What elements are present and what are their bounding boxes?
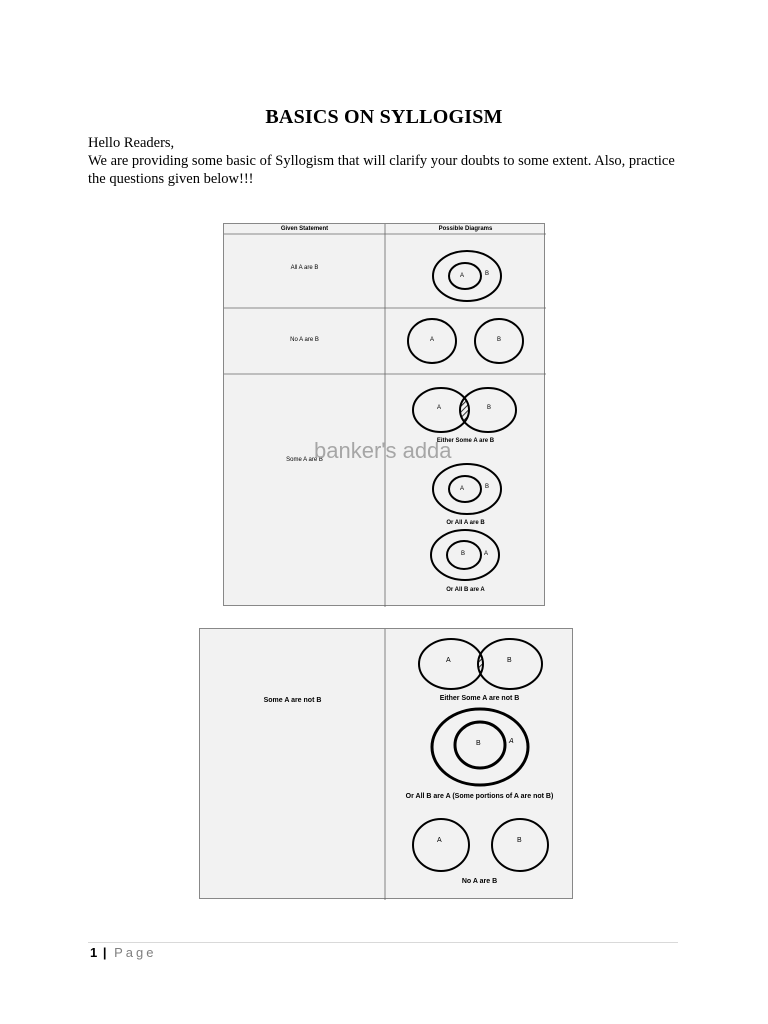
- caption-or-all-b-are-a: Or All B are A: [446, 587, 485, 593]
- circle-b: [433, 251, 501, 301]
- caption-or-all-b-are-a: Or All B are A (Some portions of A are not B): [405, 793, 554, 800]
- caption-either-some-not: Either Some A are not B: [439, 695, 520, 702]
- header-given-statement: Given Statement: [280, 226, 329, 232]
- circle-b: [478, 639, 542, 689]
- label-b: B: [485, 484, 490, 490]
- statement-no-a-are-b: No A are B: [290, 337, 319, 343]
- header-possible-diagrams: Possible Diagrams: [438, 226, 493, 232]
- circle-b: [433, 464, 501, 514]
- statement-all-a-are-b: All A are B: [290, 265, 319, 271]
- statement-some-a-are-not-b: Some A are not B: [263, 697, 322, 704]
- label-a: A: [460, 486, 465, 492]
- circle-a: [449, 263, 481, 289]
- table1-diagrams: [224, 224, 546, 607]
- footer-divider: [88, 942, 678, 943]
- circle-a: [419, 639, 483, 689]
- label-a: A: [437, 405, 442, 411]
- syllogism-table-2: [199, 628, 573, 899]
- watermark: banker's adda: [314, 438, 452, 463]
- label-a: A: [446, 657, 451, 664]
- footer-separator: |: [102, 945, 107, 960]
- label-b: B: [517, 837, 522, 844]
- label-b: B: [476, 740, 481, 747]
- page-footer: [90, 945, 157, 960]
- label-b: B: [461, 551, 466, 557]
- intro-paragraph: We are providing some basic of Syllogism that will clarify your doubts to some extent. Also, practice the questions given below!!!: [88, 153, 675, 187]
- circle-a: [449, 476, 481, 502]
- label-b: B: [487, 405, 492, 411]
- label-b: B: [507, 657, 512, 664]
- label-a: A: [484, 551, 489, 557]
- table2-diagrams: [200, 629, 574, 900]
- intro-section: [88, 134, 688, 188]
- circle-a: [413, 819, 469, 871]
- caption-no-a-are-b: No A are B: [461, 878, 498, 885]
- caption-either-some: Either Some A are B: [436, 438, 495, 444]
- syllogism-table-1: [223, 223, 545, 606]
- label-a: A: [460, 273, 465, 279]
- greeting: Hello Readers,: [88, 135, 175, 151]
- caption-or-all-a-are-b: Or All A are B: [446, 520, 485, 526]
- label-a: A: [509, 738, 514, 745]
- label-b: B: [497, 337, 502, 343]
- page-label: Page: [114, 945, 157, 960]
- document-title: BASICS ON SYLLOGISM: [265, 106, 503, 128]
- label-a: A: [430, 337, 435, 343]
- statement-some-a-are-b: Some A are B: [286, 457, 323, 463]
- label-b: B: [485, 271, 490, 277]
- circle-b: [492, 819, 548, 871]
- label-a: A: [437, 837, 442, 844]
- page-number: 1: [90, 945, 98, 960]
- circle-a: [432, 709, 528, 785]
